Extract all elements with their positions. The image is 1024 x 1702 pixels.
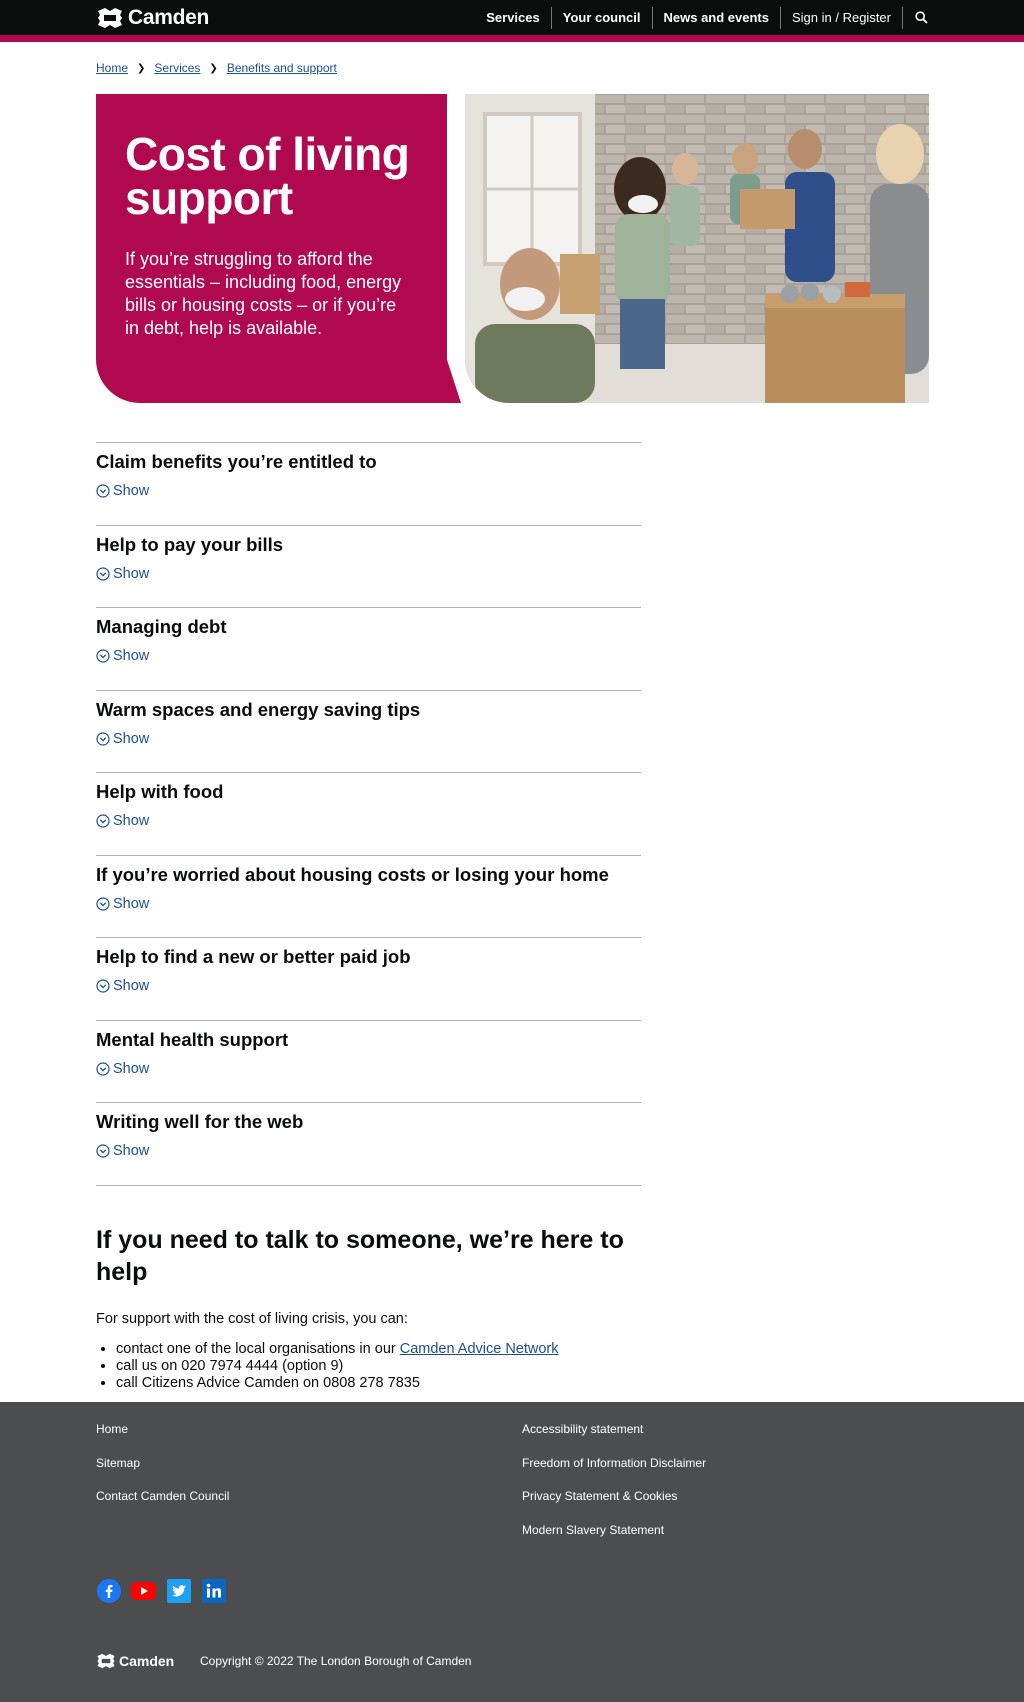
accordion-item — [96, 690, 641, 773]
footer-logo-text: Camden — [119, 1653, 175, 1669]
accordion-show-label: Show — [113, 1143, 150, 1159]
hero-image-volunteers — [465, 94, 929, 403]
accordion-item — [96, 442, 641, 525]
help-heading: If you need to talk to someone, we’re here to help — [96, 1226, 624, 1286]
accordion-item-title: Writing well for the web — [96, 1111, 304, 1132]
footer-links-right — [522, 1422, 706, 1556]
camden-logo-icon — [96, 7, 124, 29]
facebook-icon[interactable] — [96, 1578, 121, 1603]
accordion-item-title: Mental health support — [96, 1028, 289, 1050]
list-item: • call us on 020 7974 4444 (option 9) — [116, 1358, 656, 1375]
accordion-item-title: Managing debt — [96, 616, 227, 637]
accordion-show-label: Show — [113, 978, 150, 994]
accordion-item-title: Help to pay your bills — [96, 533, 284, 555]
footer-links-left — [96, 1422, 229, 1523]
camden-logo[interactable] — [96, 6, 209, 30]
top-bar — [0, 0, 1024, 35]
footer-link-accessibility[interactable]: Accessibility statement — [522, 1422, 644, 1436]
breadcrumb-benefits-and-support[interactable]: Benefits and support — [226, 61, 337, 75]
footer — [0, 1402, 1024, 1702]
accordion-show-button[interactable] — [96, 731, 149, 747]
accordion-item-title: If you’re worried about housing costs or losing your home — [96, 863, 609, 885]
chevron-down-circle-icon — [96, 897, 110, 911]
accordion-item — [96, 855, 641, 938]
breadcrumb-home[interactable]: Home — [96, 61, 129, 75]
accordion-show-button[interactable] — [96, 896, 149, 912]
chevron-down-circle-icon — [96, 567, 110, 581]
nav-news-and-events[interactable]: News and events — [653, 7, 782, 29]
logo-text: Camden — [128, 5, 210, 29]
chevron-down-circle-icon — [96, 979, 110, 993]
accordion-show-button[interactable] — [96, 978, 149, 994]
page-title: Cost of living support — [125, 128, 410, 224]
breadcrumb — [96, 61, 337, 75]
twitter-icon[interactable] — [166, 1578, 191, 1603]
divider — [96, 1185, 641, 1186]
nav-services[interactable]: Services — [475, 7, 552, 29]
accordion-show-label: Show — [113, 895, 150, 912]
accordion-item-title: Warm spaces and energy saving tips — [96, 698, 421, 720]
help-list — [96, 1341, 656, 1392]
accordion-item — [96, 772, 641, 855]
search-button[interactable] — [903, 7, 928, 29]
camden-logo-icon — [96, 1653, 116, 1669]
accordion-item-title: Help to find a new or better paid job — [96, 946, 411, 967]
main-nav — [475, 0, 928, 35]
help-section — [96, 1224, 656, 1392]
accordion-item-title: Help with food — [96, 781, 224, 802]
chevron-down-circle-icon — [96, 732, 110, 746]
youtube-icon[interactable] — [131, 1578, 156, 1603]
footer-link-privacy[interactable]: Privacy Statement & Cookies — [522, 1489, 678, 1503]
accordion-item — [96, 1020, 641, 1103]
footer-link-contact[interactable]: Contact Camden Council — [96, 1489, 230, 1503]
accordion-show-label: Show — [113, 1060, 150, 1077]
camden-advice-network-link[interactable]: Camden Advice Network — [399, 1341, 559, 1357]
accordion-show-button[interactable] — [96, 483, 149, 499]
accordion-show-label: Show — [113, 813, 150, 829]
accordion — [96, 442, 641, 1186]
copyright: Copyright © 2022 The London Borough of Camden — [200, 1654, 472, 1668]
chevron-down-circle-icon — [96, 814, 110, 828]
accordion-show-label: Show — [113, 565, 150, 582]
search-icon — [915, 11, 928, 24]
chevron-right-icon: ❯ — [209, 62, 218, 74]
accordion-show-button[interactable] — [96, 813, 149, 829]
accordion-show-button[interactable] — [96, 1061, 149, 1077]
accordion-item-title: Claim benefits you’re entitled to — [96, 451, 377, 472]
chevron-down-circle-icon — [96, 1062, 110, 1076]
chevron-down-circle-icon — [96, 484, 110, 498]
chevron-right-icon: ❯ — [137, 62, 146, 74]
accordion-show-label: Show — [113, 483, 150, 499]
list-item: • call Citizens Advice Camden on 0808 278 7835 — [116, 1375, 656, 1392]
accordion-show-button[interactable] — [96, 648, 149, 664]
social-links — [96, 1578, 226, 1603]
hero-text: If you’re struggling to afford the essentials – including food, energy bills or housing costs – or if you’re in debt, help is available. — [125, 249, 402, 338]
chevron-down-circle-icon — [96, 1144, 110, 1158]
footer-link-home[interactable]: Home — [96, 1422, 129, 1436]
footer-link-foi[interactable]: Freedom of Information Disclaimer — [522, 1455, 707, 1470]
breadcrumb-services[interactable]: Services — [154, 61, 201, 75]
footer-logo[interactable] — [96, 1653, 174, 1669]
accordion-item — [96, 607, 641, 690]
accordion-item — [96, 937, 641, 1020]
chevron-down-circle-icon — [96, 649, 110, 663]
accordion-show-label: Show — [113, 648, 150, 664]
accordion-item — [96, 1102, 641, 1185]
hero-panel — [96, 94, 447, 403]
list-item — [116, 1341, 656, 1358]
footer-link-sitemap[interactable]: Sitemap — [96, 1455, 141, 1470]
accent-bar — [0, 35, 1024, 42]
accordion-item — [96, 525, 641, 608]
accordion-show-button[interactable] — [96, 566, 149, 582]
footer-link-modern-slavery[interactable]: Modern Slavery Statement — [522, 1522, 665, 1537]
nav-sign-in-register[interactable]: Sign in / Register — [781, 7, 903, 29]
accordion-show-button[interactable] — [96, 1143, 149, 1159]
help-intro: For support with the cost of living crisis, you can: — [96, 1311, 408, 1327]
linkedin-icon[interactable] — [201, 1578, 226, 1603]
list-item-text: contact one of the local organisations in our — [116, 1341, 400, 1357]
hero — [96, 94, 929, 403]
accordion-show-label: Show — [113, 730, 150, 747]
nav-your-council[interactable]: Your council — [552, 7, 653, 29]
